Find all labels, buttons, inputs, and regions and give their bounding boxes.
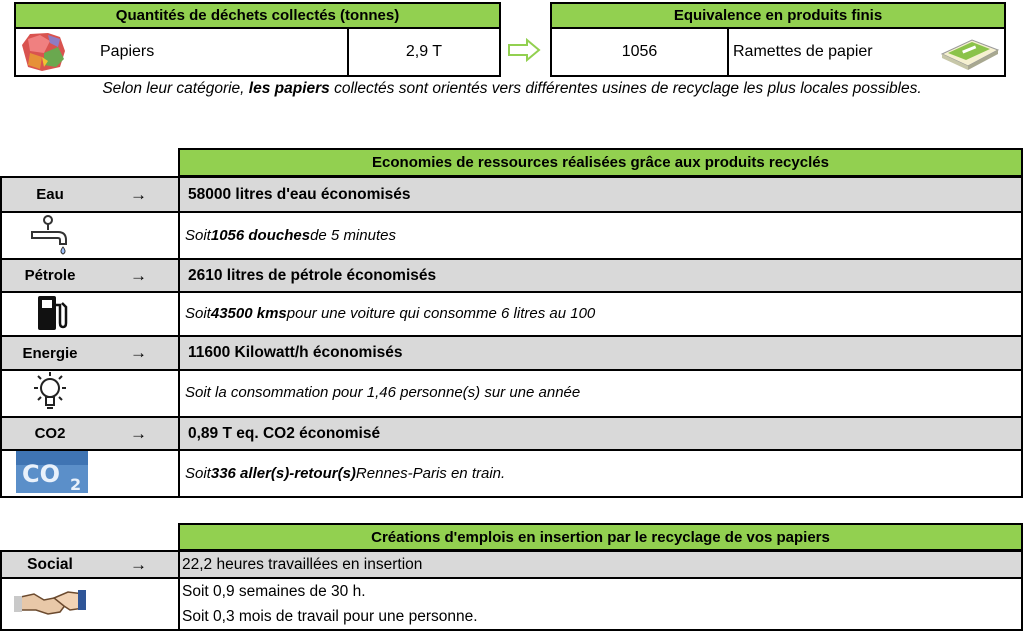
savings-arrow-petrole: → xyxy=(130,265,147,285)
savings-headline-petrole: 2610 litres de pétrole économisés xyxy=(188,266,437,284)
jobs-hours: 22,2 heures travaillées en insertion xyxy=(182,555,423,573)
savings-row-energie xyxy=(2,337,1021,369)
savings-detail-energie: Soit la consommation pour 1,46 personne(s) sur une année xyxy=(185,384,581,401)
equivalent-count: 1056 xyxy=(621,43,658,60)
co2-cloud-icon xyxy=(16,451,88,493)
savings-detail-co2: Soit 336 aller(s)-retour(s) Rennes-Paris en train. xyxy=(185,465,506,482)
savings-arrow-co2: → xyxy=(130,423,147,443)
light-bulb-icon xyxy=(28,370,72,416)
quantity-value: 2,9 T xyxy=(405,43,443,60)
savings-row-eau xyxy=(2,178,1021,211)
savings-headline-eau: 58000 litres d'eau économisés xyxy=(188,185,411,203)
fuel-pump-icon xyxy=(34,293,68,333)
equivalence-header: Equivalence en produits finis xyxy=(550,2,1006,29)
svg-text:CO: CO xyxy=(22,460,61,488)
equivalent-product: Ramettes de papier xyxy=(733,43,873,60)
savings-label-energie: Energie xyxy=(22,344,78,362)
savings-headline-energie: 11600 Kilowatt/h économisés xyxy=(188,344,403,361)
paper-waste-icon xyxy=(20,31,68,73)
paper-ream-icon xyxy=(938,32,1002,72)
savings-arrow-eau: → xyxy=(130,184,147,204)
savings-arrow-energie: → xyxy=(130,343,147,362)
water-tap-icon xyxy=(28,214,72,256)
svg-text:2: 2 xyxy=(70,475,82,493)
savings-row-petrole xyxy=(2,260,1021,291)
savings-detail-petrole: Soit 43500 kms pour une voiture qui consomme 6 litres au 100 xyxy=(185,304,596,322)
handshake-icon xyxy=(14,582,86,622)
collection-note: Selon leur catégorie, les papiers collectés sont orientés vers différentes usines de recyclage les plus locales possibles. xyxy=(102,80,922,97)
jobs-months: Soit 0,3 mois de travail pour une personne. xyxy=(182,607,478,625)
savings-header: Economies de ressources réalisées grâce aux produits recyclés xyxy=(178,148,1023,177)
jobs-arrow: → xyxy=(130,554,147,574)
jobs-label: Social xyxy=(27,555,73,573)
jobs-header: Créations d'emplois en insertion par le recyclage de vos papiers xyxy=(178,523,1023,551)
jobs-weeks: Soit 0,9 semaines de 30 h. xyxy=(182,582,366,600)
jobs-row-social xyxy=(2,552,1021,577)
savings-detail-eau: Soit 1056 douches de 5 minutes xyxy=(185,227,396,244)
savings-label-eau: Eau xyxy=(36,186,64,203)
material-label: Papiers xyxy=(100,43,155,60)
savings-row-co2 xyxy=(2,418,1021,449)
collected-waste-header: Quantités de déchets collectés (tonnes) xyxy=(14,2,501,29)
savings-headline-co2: 0,89 T eq. CO2 économisé xyxy=(188,424,381,442)
savings-label-co2: CO2 xyxy=(34,425,66,442)
savings-label-petrole: Pétrole xyxy=(24,267,76,284)
arrow-right-icon xyxy=(507,38,541,62)
